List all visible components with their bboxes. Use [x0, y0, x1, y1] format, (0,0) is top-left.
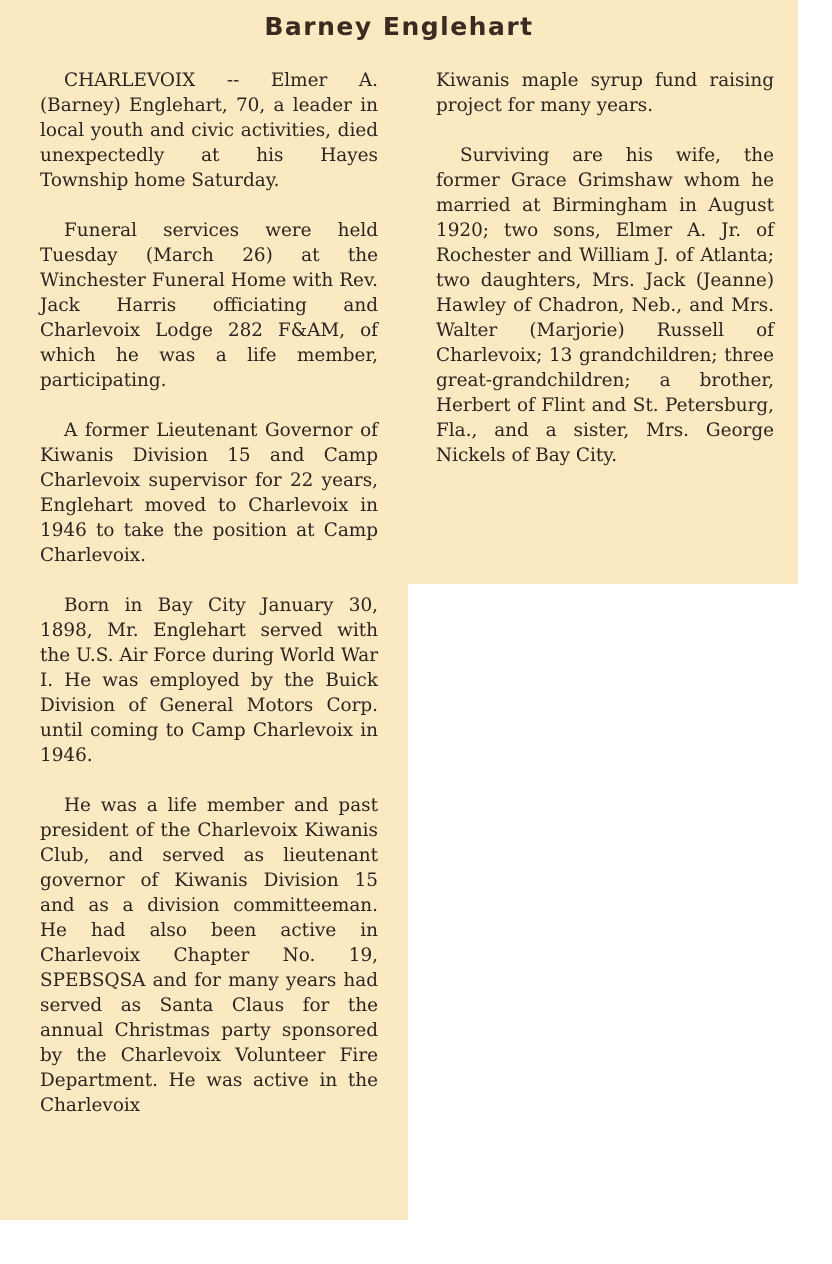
paragraph: A former Lieutenant Governor of Kiwanis Division 15 and Camp Charlevoix supervisor for 22 years, Englehart moved to Charlevoix in 1946 to take the position at Camp Charlevoix. [40, 420, 378, 566]
paragraph-continued: Kiwanis maple syrup fund raising project for many years. [436, 70, 774, 116]
paragraph: CHARLEVOIX -- Elmer A. (Barney) Englehart, 70, a leader in local youth and civic activities, died unexpectedly at his Hayes Township home Saturday. [40, 70, 378, 191]
paragraph: He was a life member and past president of the Charlevoix Kiwanis Club, and served as lieutenant governor of Kiwanis Division 15 and as a division committeeman. He had also been active in Charlevoix Chapter No. 19, SPEBSQSA and for many years had served as Santa Claus for the annual Christmas party sponsored by the Charlevoix Volunteer Fire Department. He was active in the Charlevoix [40, 795, 378, 1116]
paragraph: Surviving are his wife, the former Grace Grimshaw whom he married at Birmingham in August 1920; two sons, Elmer A. Jr. of Rochester and William J. of Atlanta; two daughters, Mrs. Jack (Jeanne) Hawley of Chadron, Neb., and Mrs. Walter (Marjorie) Russell of Charlevoix; 13 grandchildren; three great-grandchildren; a brother, Herbert of Flint and St. Petersburg, Fla., and a sister, Mrs. George Nickels of Bay City. [436, 145, 774, 466]
article-column-right [436, 68, 774, 493]
headline: Barney Englehart [264, 12, 534, 41]
article-column-left [40, 68, 378, 1143]
paragraph: Funeral services were held Tuesday (March 26) at the Winchester Funeral Home with Rev. Jack Harris officiating and Charlevoix Lodge 282 F&AM, of which he was a life member, participating. [40, 220, 378, 391]
paragraph: Born in Bay City January 30, 1898, Mr. Englehart served with the U.S. Air Force during World War I. He was employed by the Buick Division of General Motors Corp. until coming to Camp Charlevoix in 1946. [40, 595, 378, 766]
